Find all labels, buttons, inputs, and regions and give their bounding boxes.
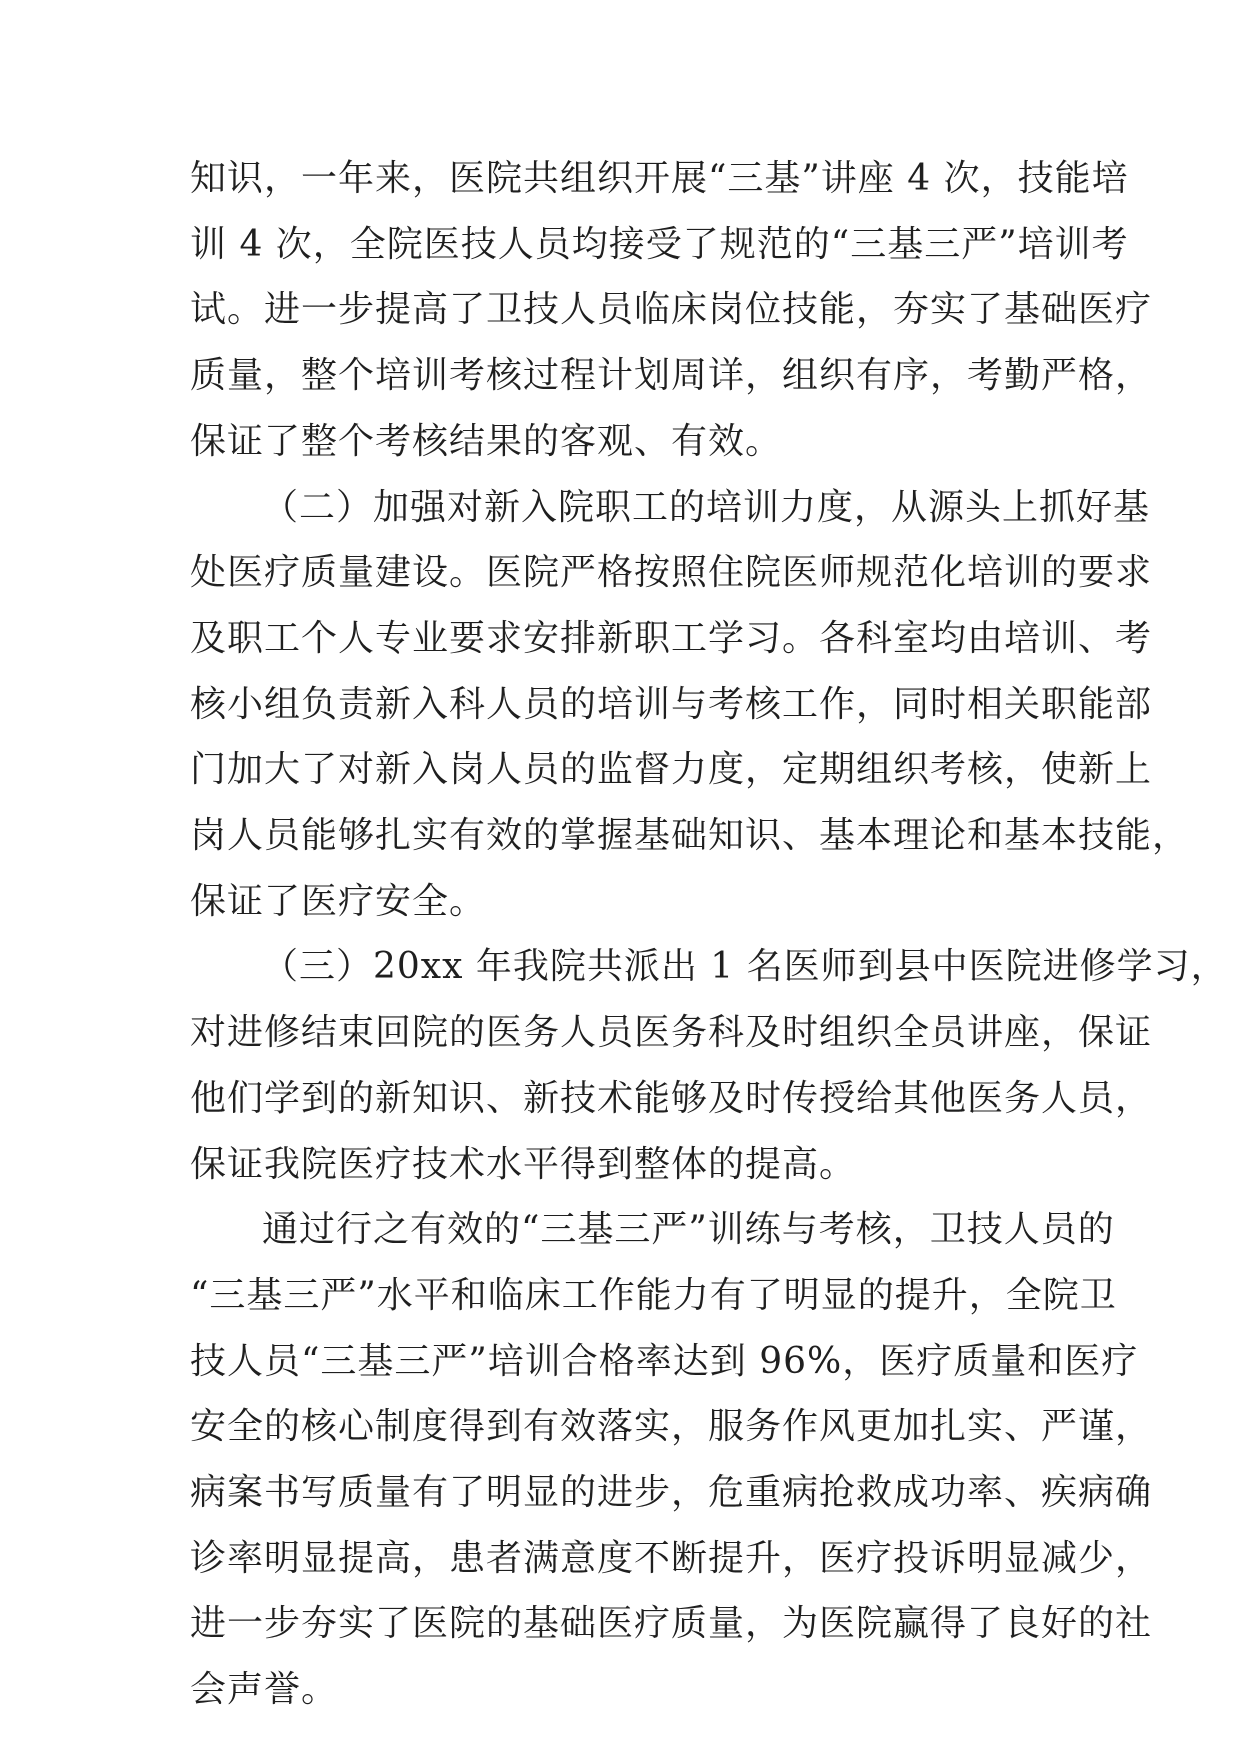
text-line: 质量，整个培训考核过程计划周详，组织有序，考勤严格，	[190, 355, 1153, 397]
text-line: 保证了医疗安全。	[190, 880, 487, 922]
text-line: 进一步夯实了医院的基础医疗质量，为医院赢得了良好的社	[190, 1603, 1153, 1645]
paragraph-1	[190, 146, 1153, 475]
text-line: 对进修结束回院的医务人员医务科及时组织全员讲座，保证	[190, 1012, 1153, 1054]
text-line: 知识，一年来，医院共组织开展“三基”讲座 4 次，技能培	[190, 158, 1129, 199]
text-line: 安全的核心制度得到有效落实，服务作风更加扎实、严谨，	[190, 1406, 1153, 1448]
text-line: 门加大了对新入岗人员的监督力度，定期组织考核，使新上	[190, 749, 1153, 791]
document-page	[190, 146, 1228, 1723]
text-line: 技人员“三基三严”培训合格率达到 96%，医疗质量和医疗	[190, 1340, 1139, 1382]
text-line: 训 4 次，全院医技人员均接受了规范的“三基三严”培训考	[190, 223, 1129, 265]
text-line: 通过行之有效的“三基三严”训练与考核，卫技人员的	[262, 1209, 1115, 1251]
paragraph-2	[190, 475, 1190, 935]
text-line: 保证了整个考核结果的客观、有效。	[190, 420, 783, 462]
text-line: （二）加强对新入院职工的培训力度，从源头上抓好基	[262, 486, 1151, 528]
text-line: （三）20xx 年我院共派出 1 名医师到县中医院进修学习，	[262, 946, 1228, 988]
text-line: 试。进一步提高了卫技人员临床岗位技能，夯实了基础医疗	[190, 289, 1153, 331]
text-line: “三基三严”水平和临床工作能力有了明显的提升，全院卫	[190, 1274, 1117, 1316]
paragraph-3	[190, 934, 1228, 1197]
text-line: 他们学到的新知识、新技术能够及时传授给其他医务人员，	[190, 1077, 1153, 1119]
text-line: 核小组负责新入科人员的培训与考核工作，同时相关职能部	[190, 683, 1153, 725]
text-line: 处医疗质量建设。医院严格按照住院医师规范化培训的要求	[190, 552, 1153, 594]
text-line: 及职工个人专业要求安排新职工学习。各科室均由培训、考	[190, 617, 1153, 659]
paragraph-4	[190, 1197, 1153, 1723]
text-line: 诊率明显提高，患者满意度不断提升，医疗投诉明显减少，	[190, 1537, 1153, 1579]
text-line: 保证我院医疗技术水平得到整体的提高。	[190, 1143, 857, 1185]
text-line: 岗人员能够扎实有效的掌握基础知识、基本理论和基本技能，	[190, 815, 1190, 857]
text-line: 会声誉。	[190, 1669, 339, 1711]
text-line: 病案书写质量有了明显的进步，危重病抢救成功率、疾病确	[190, 1472, 1153, 1514]
